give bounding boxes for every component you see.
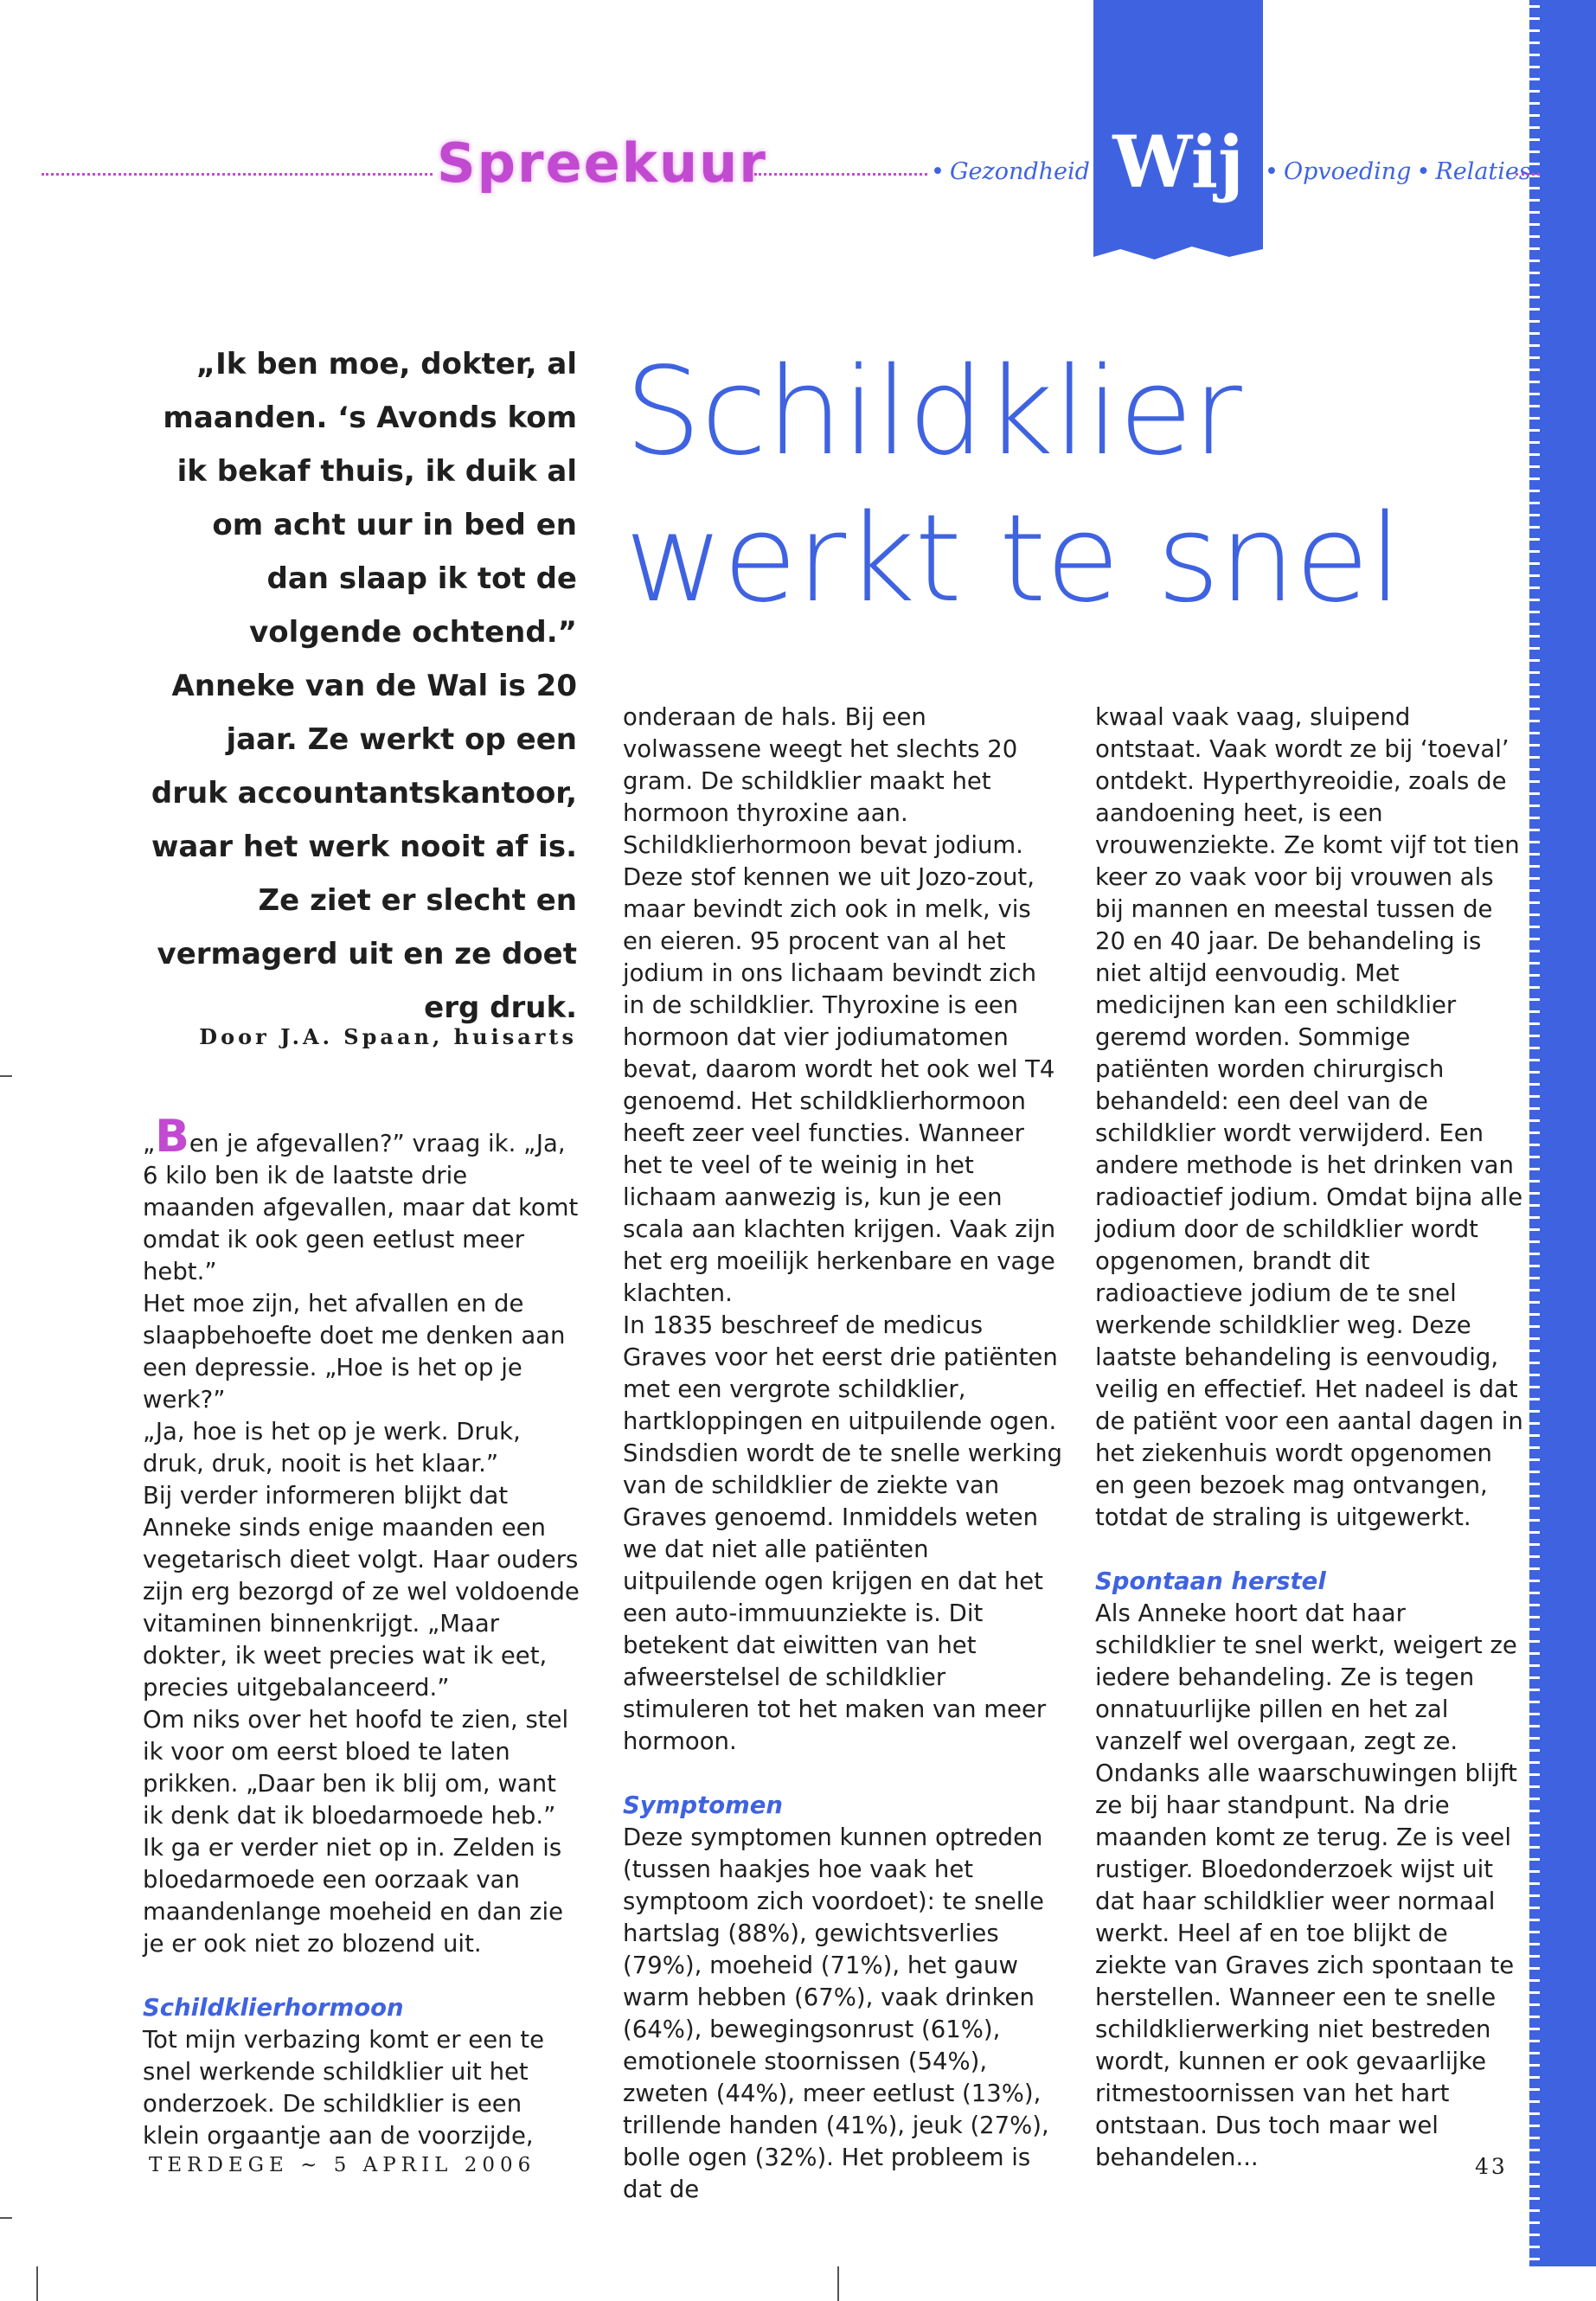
- nav-bullet: •: [1416, 158, 1431, 185]
- paragraph: Het moe zijn, het afvallen en de slaapbehoefte doet me denken aan een depressie. „Hoe is het op je werk?”: [143, 1290, 566, 1413]
- body-column-1: [143, 1111, 584, 2152]
- footer-publication: TERDEGE ~ 5 APRIL 2006: [149, 2154, 536, 2176]
- section-label: Spreekuur: [437, 131, 767, 195]
- header-dotted-rule-right: [1516, 173, 1540, 176]
- header-dotted-rule-mid: [754, 173, 927, 176]
- paragraph: In 1835 beschreef de medicus Graves voor het eerst drie patiënten met een vergrote schildklier, hartkloppingen en uitpuilende ogen. Sindsdien wordt de te snelle werking van de schildklier de ziekte van Graves genoemd. Inmiddels weten we dat niet alle patiënten uitpuilende ogen krijgen en dat het een auto-immuunziekte is. Dit betekent dat eiwitten van het afweerstelsel de schildklier stimuleren tot het maken van meer hormoon.: [623, 1311, 1062, 1755]
- paragraph: Tot mijn verbazing komt er een te snel werkende schildklier uit het onderzoek. De schildklier is een klein orgaantje aan de voorzijde,: [143, 2026, 544, 2150]
- page-number: 43: [1475, 2154, 1508, 2179]
- nav-left: [926, 158, 1114, 185]
- paragraph: Deze symptomen kunnen optreden (tussen haakjes hoe vaak het symptoom zich voordoet): te snelle hartslag (88%), gewichtsverlies (79%), moeheid (71%), het gauw warm hebben (67%), vaak drinken (64%), bewegingsonrust (61%), emotionele stoornissen (54%), zweten (44%), meer eetlust (13%), trillende handen (41%), jeuk (27%), bolle ogen (32%). Het probleem is dat de: [623, 1823, 1049, 2203]
- body-column-2: [623, 702, 1064, 2206]
- subheading: Spontaan herstel: [1095, 1567, 1326, 1595]
- paragraph: Als Anneke hoort dat haar schildklier te snel werkt, weigert ze iedere behandeling. Ze is tegen onnatuurlijke pillen en het zal vanzelf wel overgaan, zegt ze. Ondanks alle waarschuwingen blijft ze bij haar standpunt. Na drie maanden komt ze terug. Ze is veel rustiger. Bloedonderzoek wijst uit dat haar schildklier weer normaal werkt. Heel af en toe blijkt de ziekte van Graves zich spontaan te herstellen. Wanneer een te snelle schildklierwerking niet bestreden wordt, kunnen er ook gevaarlijke ritmestoornissen van het hart ontstaan. Dus toch maar wel behandelen...: [1095, 1599, 1517, 2171]
- paragraph-text: en je afgevallen?” vraag ik. „Ja, 6 kilo ben ik de laatste drie maanden afgevallen, maar dat komt omdat ik ook geen eetlust meer hebt.”: [143, 1130, 579, 1285]
- crop-mark: [36, 2266, 38, 2301]
- open-quote: „: [143, 1130, 156, 1157]
- article-title-line1: Schildklier: [625, 342, 1241, 483]
- paragraph: Om niks over het hoofd te zien, stel ik voor om eerst bloed te laten prikken. „Daar ben ik blij om, want ik denk dat ik bloedarmoede heb.”: [143, 1706, 569, 1830]
- nav-bullet: •: [1535, 158, 1550, 185]
- nav-link-relaties[interactable]: Relaties: [1435, 158, 1531, 185]
- crop-mark: [0, 1075, 12, 1077]
- subheading: Schildklierhormoon: [143, 1994, 404, 2022]
- body-column-3: [1095, 702, 1523, 2174]
- paragraph: [143, 1111, 584, 1288]
- crop-mark: [837, 2266, 839, 2301]
- right-border-bar: [1540, 0, 1596, 2266]
- nav-link-gezondheid[interactable]: Gezondheid: [949, 158, 1090, 185]
- nav-right: [1259, 158, 1555, 185]
- paragraph: „Ja, hoe is het op je werk. Druk, druk, druk, nooit is het klaar.”: [143, 1418, 521, 1477]
- paragraph: Bij verder informeren blijkt dat Anneke sinds enige maanden een vegetarisch dieet volgt. Haar ouders zijn erg bezorgd of ze wel voldoende vitaminen binnenkrijgt. „Maar dokter, ik weet precies wat ik eet, precies uitgebalanceerd.”: [143, 1482, 580, 1702]
- nav-bullet: •: [931, 158, 945, 185]
- paragraph: Ik ga er verder niet op in. Zelden is bloedarmoede een oorzaak van maandenlange moeheid en dan zie je er ook niet zo blozend uit.: [143, 1834, 564, 1958]
- drop-cap: B: [155, 1111, 189, 1163]
- paragraph: onderaan de hals. Bij een volwassene weegt het slechts 20 gram. De schildklier maakt het hormoon thyroxine aan. Schildklierhormoon bevat jodium. Deze stof kennen we uit Jozo-zout, maar bevindt zich ook in melk, vis en eieren. 95 procent van al het jodium in ons lichaam bevindt zich in de schildklier. Thyroxine is een hormoon dat vier jodiumatomen bevat, daarom wordt het ook wel T4 genoemd. Het schildklierhormoon heeft zeer veel functies. Wanneer het te veel of te weinig in het lichaam aanwezig is, kun je een scala aan klachten krijgen. Vaak zijn het erg moeilijk herkenbare en vage klachten.: [623, 703, 1056, 1307]
- article-title-line2: werkt te snel: [625, 489, 1401, 630]
- article-title: [625, 339, 1524, 633]
- crop-mark: [0, 2217, 12, 2219]
- paragraph: kwaal vaak vaag, sluipend ontstaat. Vaak wordt ze bij ‘toeval’ ontdekt. Hyperthyreoidie, zoals de aandoening heet, is een vrouwenziekte. Ze komt vijf tot tien keer zo vaak voor bij vrouwen als bij mannen en meestal tussen de 20 en 40 jaar. De behandeling is niet altijd eenvoudig. Met medicijnen kan een schildklier geremd worden. Sommige patiënten worden chirurgisch behandeld: een deel van de schildklier wordt verwijderd. Een andere methode is het drinken van radioactief jodium. Omdat bijna alle jodium door de schildklier wordt opgenomen, brandt dit radioactieve jodium de te snel werkende schildklier weg. Deze laatste behandeling is eenvoudig, veilig en effectief. Het nadeel is dat de patiënt voor een aantal dagen in het ziekenhuis wordt opgenomen en geen bezoek mag ontvangen, totdat de straling is uitgewerkt.: [1095, 703, 1523, 1531]
- nav-link-opvoeding[interactable]: Opvoeding: [1283, 158, 1412, 185]
- nav-bullet: •: [1265, 158, 1279, 185]
- article-byline: Door J.A. Spaan, huisarts: [199, 1024, 577, 1049]
- brand-logo: Wij: [1112, 121, 1244, 204]
- article-intro: „Ik ben moe, dokter, al maanden. ‘s Avonds kom ik bekaf thuis, ik duik al om acht uur in bed en dan slaap ik tot de volgende ochtend.” Anneke van de Wal is 20 jaar. Ze werkt op een druk accountantskantoor, waar het werk nooit af is. Ze ziet er slecht en vermagerd uit en ze doet erg druk.: [151, 347, 577, 1025]
- subheading: Symptomen: [623, 1791, 783, 1819]
- header-dotted-rule-left: [42, 173, 433, 176]
